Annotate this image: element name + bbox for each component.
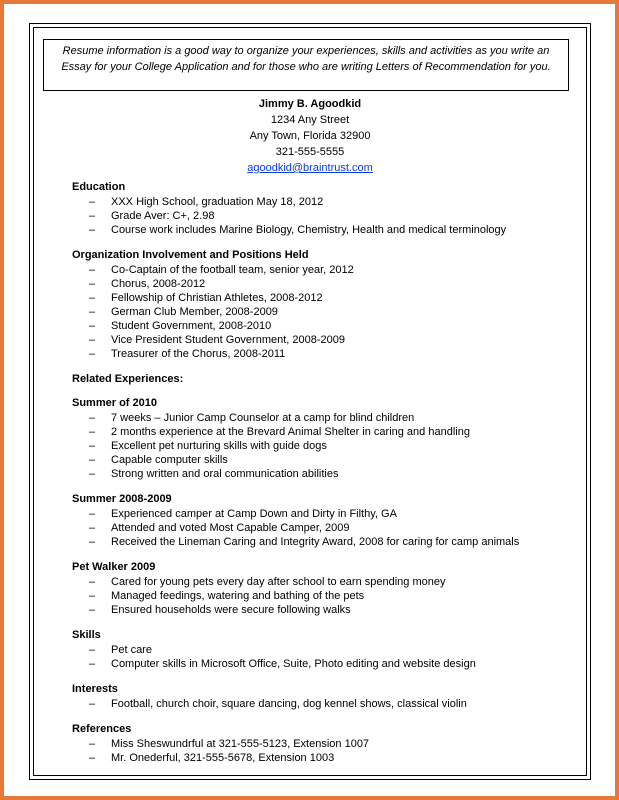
- list-item: – Grade Aver: C+, 2.98: [72, 209, 552, 223]
- list-item: – XXX High School, graduation May 18, 2012: [72, 195, 552, 209]
- list-item: – Mr. Onederful, 321-555-5678, Extension 1003: [72, 751, 552, 765]
- references-title: References: [72, 723, 132, 735]
- interests-title: Interests: [72, 683, 118, 695]
- list-item: – Treasurer of the Chorus, 2008-2011: [72, 347, 552, 361]
- list-item: – 2 months experience at the Brevard Animal Shelter in caring and handling: [72, 425, 552, 439]
- skills-title: Skills: [72, 629, 101, 641]
- summer-2008-list: [72, 507, 552, 549]
- phone-number: 321-555-5555: [275, 146, 345, 158]
- page-border: [29, 23, 591, 780]
- street-address: 1234 Any Street: [270, 114, 350, 126]
- list-item: – 7 weeks – Junior Camp Counselor at a camp for blind children: [72, 411, 552, 425]
- list-item: – Co-Captain of the football team, senior year, 2012: [72, 263, 552, 277]
- list-item: – Experienced camper at Camp Down and Dirty in Filthy, GA: [72, 507, 552, 521]
- applicant-name: Jimmy B. Agoodkid: [258, 98, 362, 110]
- organizations-list: [72, 263, 552, 361]
- organizations-title: Organization Involvement and Positions Held: [72, 249, 309, 261]
- list-item: – Pet care: [72, 643, 552, 657]
- list-item: – Managed feedings, watering and bathing of the pets: [72, 589, 552, 603]
- list-item: – Vice President Student Government, 2008-2009: [72, 333, 552, 347]
- list-item: – Fellowship of Christian Athletes, 2008-2012: [72, 291, 552, 305]
- list-item: – Strong written and oral communication abilities: [72, 467, 552, 481]
- list-item: – Excellent pet nurturing skills with guide dogs: [72, 439, 552, 453]
- education-list: [72, 195, 552, 237]
- list-item: – Received the Lineman Caring and Integrity Award, 2008 for caring for camp animals: [72, 535, 552, 549]
- summer-2010-title: Summer of 2010: [72, 397, 157, 409]
- pet-walker-title: Pet Walker 2009: [72, 561, 156, 573]
- resume-page: [4, 4, 615, 796]
- list-item: – Computer skills in Microsoft Office, Suite, Photo editing and website design: [72, 657, 552, 671]
- list-item: – Chorus, 2008-2012: [72, 277, 552, 291]
- city-address: Any Town, Florida 32900: [249, 130, 371, 142]
- list-item: – Cared for young pets every day after school to earn spending money: [72, 575, 552, 589]
- list-item: – Football, church choir, square dancing, dog kennel shows, classical violin: [72, 697, 552, 711]
- list-item: – German Club Member, 2008-2009: [72, 305, 552, 319]
- summer-2010-list: [72, 411, 552, 481]
- summer-2008-title: Summer 2008-2009: [72, 493, 172, 505]
- resume-body: [72, 179, 552, 765]
- contact-header: [30, 96, 590, 176]
- list-item: – Course work includes Marine Biology, Chemistry, Health and medical terminology: [72, 223, 552, 237]
- intro-box: Resume information is a good way to organize your experiences, skills and activities as you write an Essay for your College Application and for those who are writing Letters of Recommendation for you.: [43, 39, 569, 91]
- references-list: [72, 737, 552, 765]
- list-item: – Student Government, 2008-2010: [72, 319, 552, 333]
- pet-walker-list: [72, 575, 552, 617]
- related-experiences-title: Related Experiences:: [72, 373, 184, 385]
- list-item: – Attended and voted Most Capable Camper, 2009: [72, 521, 552, 535]
- list-item: – Capable computer skills: [72, 453, 552, 467]
- list-item: – Miss Sheswundrful at 321-555-5123, Extension 1007: [72, 737, 552, 751]
- email-link[interactable]: agoodkid@braintrust.com: [247, 162, 373, 174]
- education-title: Education: [72, 181, 126, 193]
- list-item: – Ensured households were secure following walks: [72, 603, 552, 617]
- skills-list: [72, 643, 552, 671]
- interests-list: [72, 697, 552, 711]
